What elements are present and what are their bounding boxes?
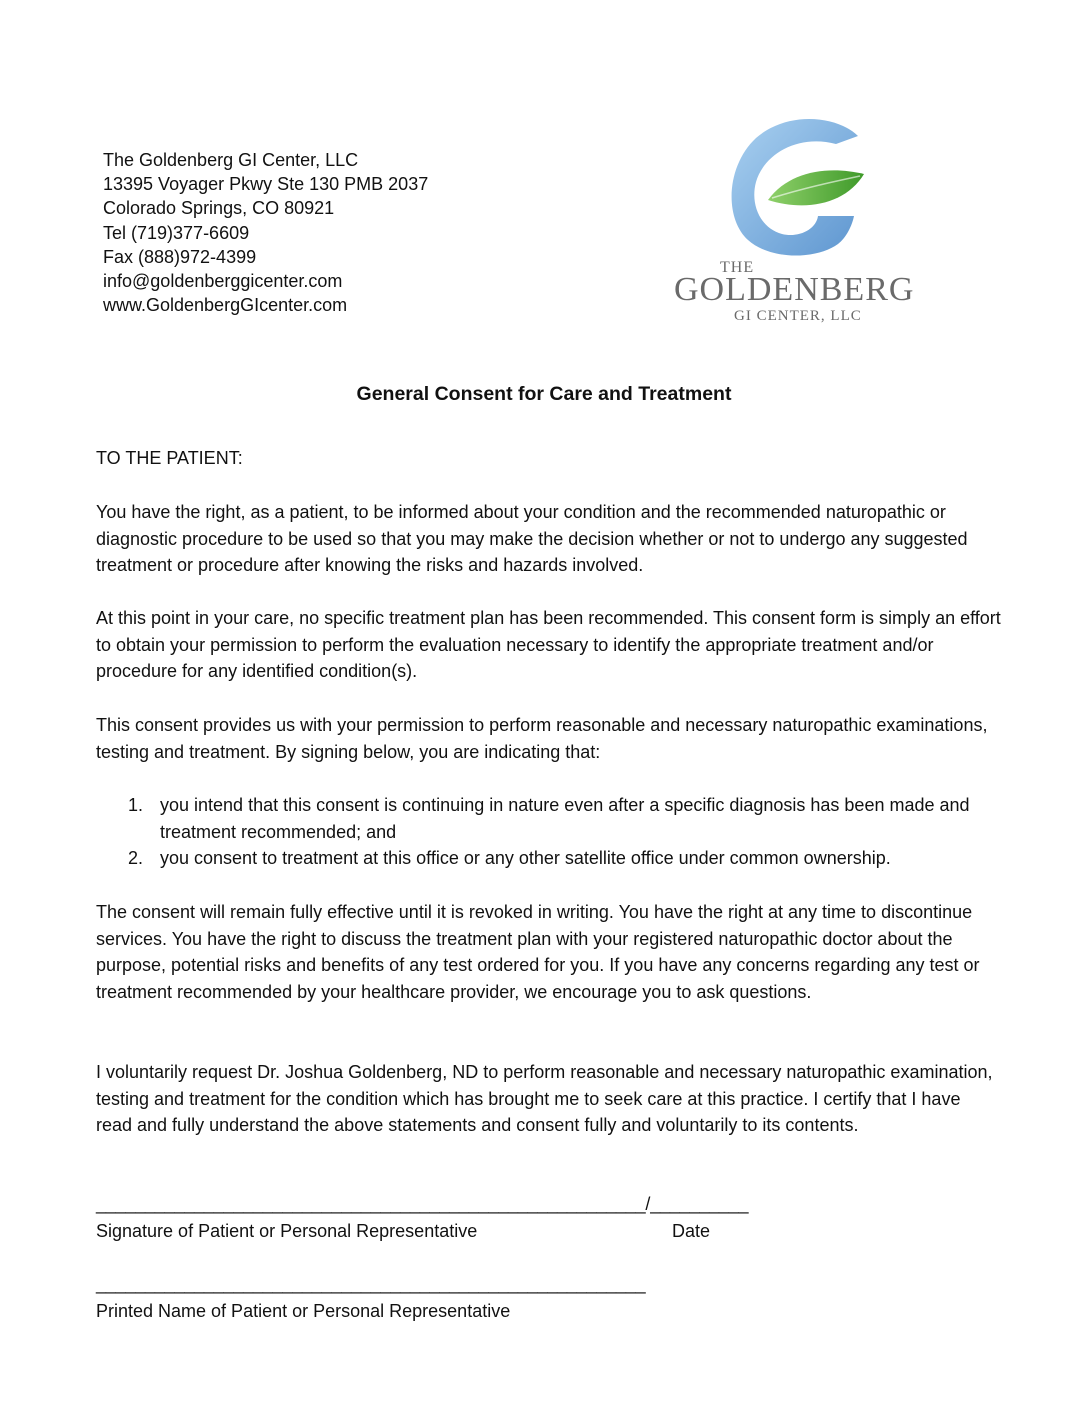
list-item-number: 2. — [128, 848, 144, 869]
document-title: General Consent for Care and Treatment — [356, 383, 732, 405]
paragraph-evaluation-text: At this point in your care, no specific treatment plan has been recommended. This consent form is simply an effort to obtain your permission to perform the evaluation necessary to identify the appropriate treatment and/or procedure for any identified condition(s). — [96, 608, 1001, 682]
website-link[interactable]: www.GoldenbergGIcenter.com — [103, 295, 348, 316]
city-state-zip: Colorado Springs, CO 80921 — [103, 198, 335, 219]
date-label: Date — [672, 1221, 711, 1241]
signature-date-line[interactable]: ________________________________________________________/__________ — [96, 1194, 749, 1214]
practice-name: The Goldenberg GI Center, LLC — [103, 150, 359, 170]
paragraph-rights-text: You have the right, as a patient, to be informed about your condition and the recommended naturopathic or diagnostic procedure to be used so that you may make the decision whether or not to undergo any suggested treatment or procedure after knowing the risks and hazards involved. — [96, 502, 968, 576]
list-item — [96, 845, 1001, 872]
list-item-text: you consent to treatment at this office or any other satellite office under common ownership. — [160, 848, 891, 869]
paragraph-rights — [96, 499, 1001, 579]
goldenberg-logo — [668, 108, 938, 330]
printed-name-line[interactable]: ________________________________________________________ — [96, 1274, 646, 1294]
practice-address-block — [103, 148, 428, 317]
paragraph-evaluation — [96, 605, 1001, 685]
list-item-number: 1. — [128, 795, 144, 815]
list-item-text: you intend that this consent is continuing in nature even after a specific diagnosis has been made and treatment recommended; and — [160, 795, 970, 842]
leaf-shape — [768, 170, 864, 205]
salutation — [96, 445, 1001, 472]
logo-text-gi-center: GI CENTER, LLC — [734, 308, 862, 324]
email-link[interactable]: info@goldenberggicenter.com — [103, 271, 343, 292]
list-item — [96, 792, 1001, 845]
logo-text-the: THE — [720, 259, 755, 276]
paragraph-certification-text: I voluntarily request Dr. Joshua Goldenberg, ND to perform reasonable and necessary naturopathic examination, testing and treatment for the condition which has brought me to seek care at this practice. I certify that I have read and fully understand the above statements and consent fully and voluntarily to its contents. — [96, 1062, 993, 1136]
paragraph-permission — [96, 712, 1001, 765]
paragraph-revocation-text: The consent will remain fully effective until it is revoked in writing. You have the right at any time to discontinue services. You have the right to discuss the treatment plan with your registered naturopathic doctor about the purpose, potential risks and benefits of any test ordered for you. If you have any concerns regarding any test or treatment recommended by your healthcare provider, we encourage you to ask questions. — [96, 902, 980, 1003]
paragraph-certification — [96, 1059, 1001, 1139]
street-address: 13395 Voyager Pkwy Ste 130 PMB 2037 — [103, 174, 429, 195]
printed-name-label: Printed Name of Patient or Personal Representative — [96, 1301, 511, 1321]
salutation-text: TO THE PATIENT: — [96, 448, 243, 468]
telephone: Tel (719)377-6609 — [103, 222, 250, 243]
signature-label: Signature of Patient or Personal Representative — [96, 1221, 478, 1241]
consent-list — [96, 792, 1001, 872]
fax: Fax (888)972-4399 — [103, 246, 257, 267]
paragraph-permission-text: This consent provides us with your permission to perform reasonable and necessary naturopathic examinations, testing and treatment. By signing below, you are indicating that: — [96, 715, 988, 762]
paragraph-revocation — [96, 899, 1001, 1006]
logo-text-goldenberg: GOLDENBERG — [674, 271, 915, 308]
goldenberg-logo-graphic — [668, 108, 938, 330]
